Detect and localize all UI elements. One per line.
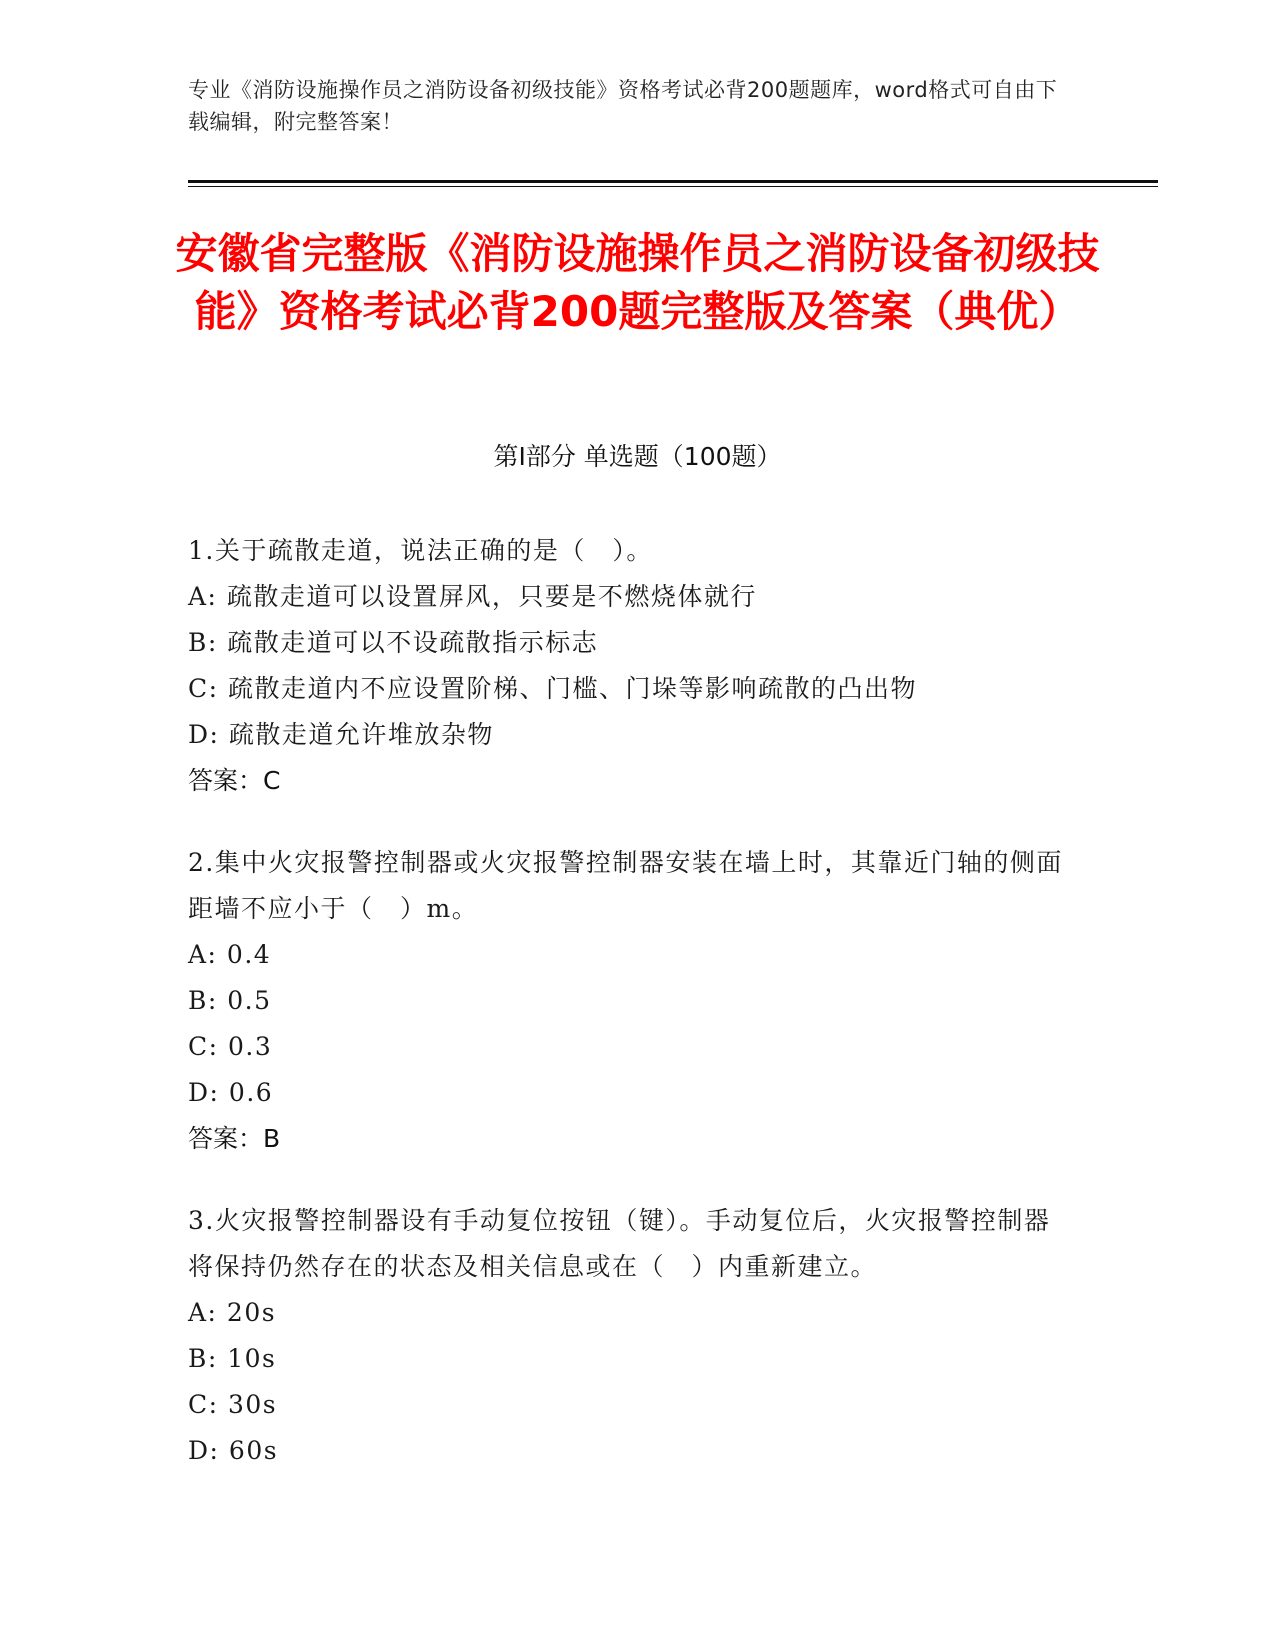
option-d: D: 疏散走道允许堆放杂物 [188, 720, 494, 749]
option-d: D: 0.6 [188, 1078, 274, 1107]
header-rule-thin [188, 186, 1158, 187]
question-2 [188, 840, 1068, 1162]
answer: 答案：B [188, 1124, 281, 1153]
section-title: 第Ⅰ部分 单选题（100题） [493, 442, 782, 471]
question-stem: 1.关于疏散走道，说法正确的是（ ）。 [188, 536, 653, 565]
question-3 [188, 1198, 1068, 1474]
question-stem: 2.集中火灾报警控制器或火灾报警控制器安装在墙上时，其靠近门轴的侧面距墙不应小于（ ）m。 [188, 848, 1063, 923]
option-a: A: 0.4 [188, 940, 272, 969]
question-stem: 3.火灾报警控制器设有手动复位按钮（键）。手动复位后，火灾报警控制器将保持仍然存在的状态及相关信息或在（ ）内重新建立。 [188, 1206, 1051, 1281]
option-d: D: 60s [188, 1436, 279, 1465]
option-a: A: 疏散走道可以设置屏风，只要是不燃烧体就行 [188, 582, 757, 611]
option-b: B: 0.5 [188, 986, 272, 1015]
header-note: 专业《消防设施操作员之消防设备初级技能》资格考试必背200题题库，word格式可自由下载编辑，附完整答案！ [188, 78, 1058, 134]
option-a: A: 20s [188, 1298, 277, 1327]
option-b: B: 10s [188, 1344, 277, 1373]
answer: 答案：C [188, 766, 281, 795]
option-c: C: 疏散走道内不应设置阶梯、门槛、门垛等影响疏散的凸出物 [188, 674, 918, 703]
option-b: B: 疏散走道可以不设疏散指示标志 [188, 628, 599, 657]
document-title: 安徽省完整版《消防设施操作员之消防设备初级技能》资格考试必背200题完整版及答案（典优） [175, 229, 1100, 336]
question-list [188, 528, 1068, 1510]
option-c: C: 30s [188, 1390, 278, 1419]
header-rule-thick [188, 180, 1158, 183]
question-1 [188, 528, 1068, 804]
option-c: C: 0.3 [188, 1032, 273, 1061]
